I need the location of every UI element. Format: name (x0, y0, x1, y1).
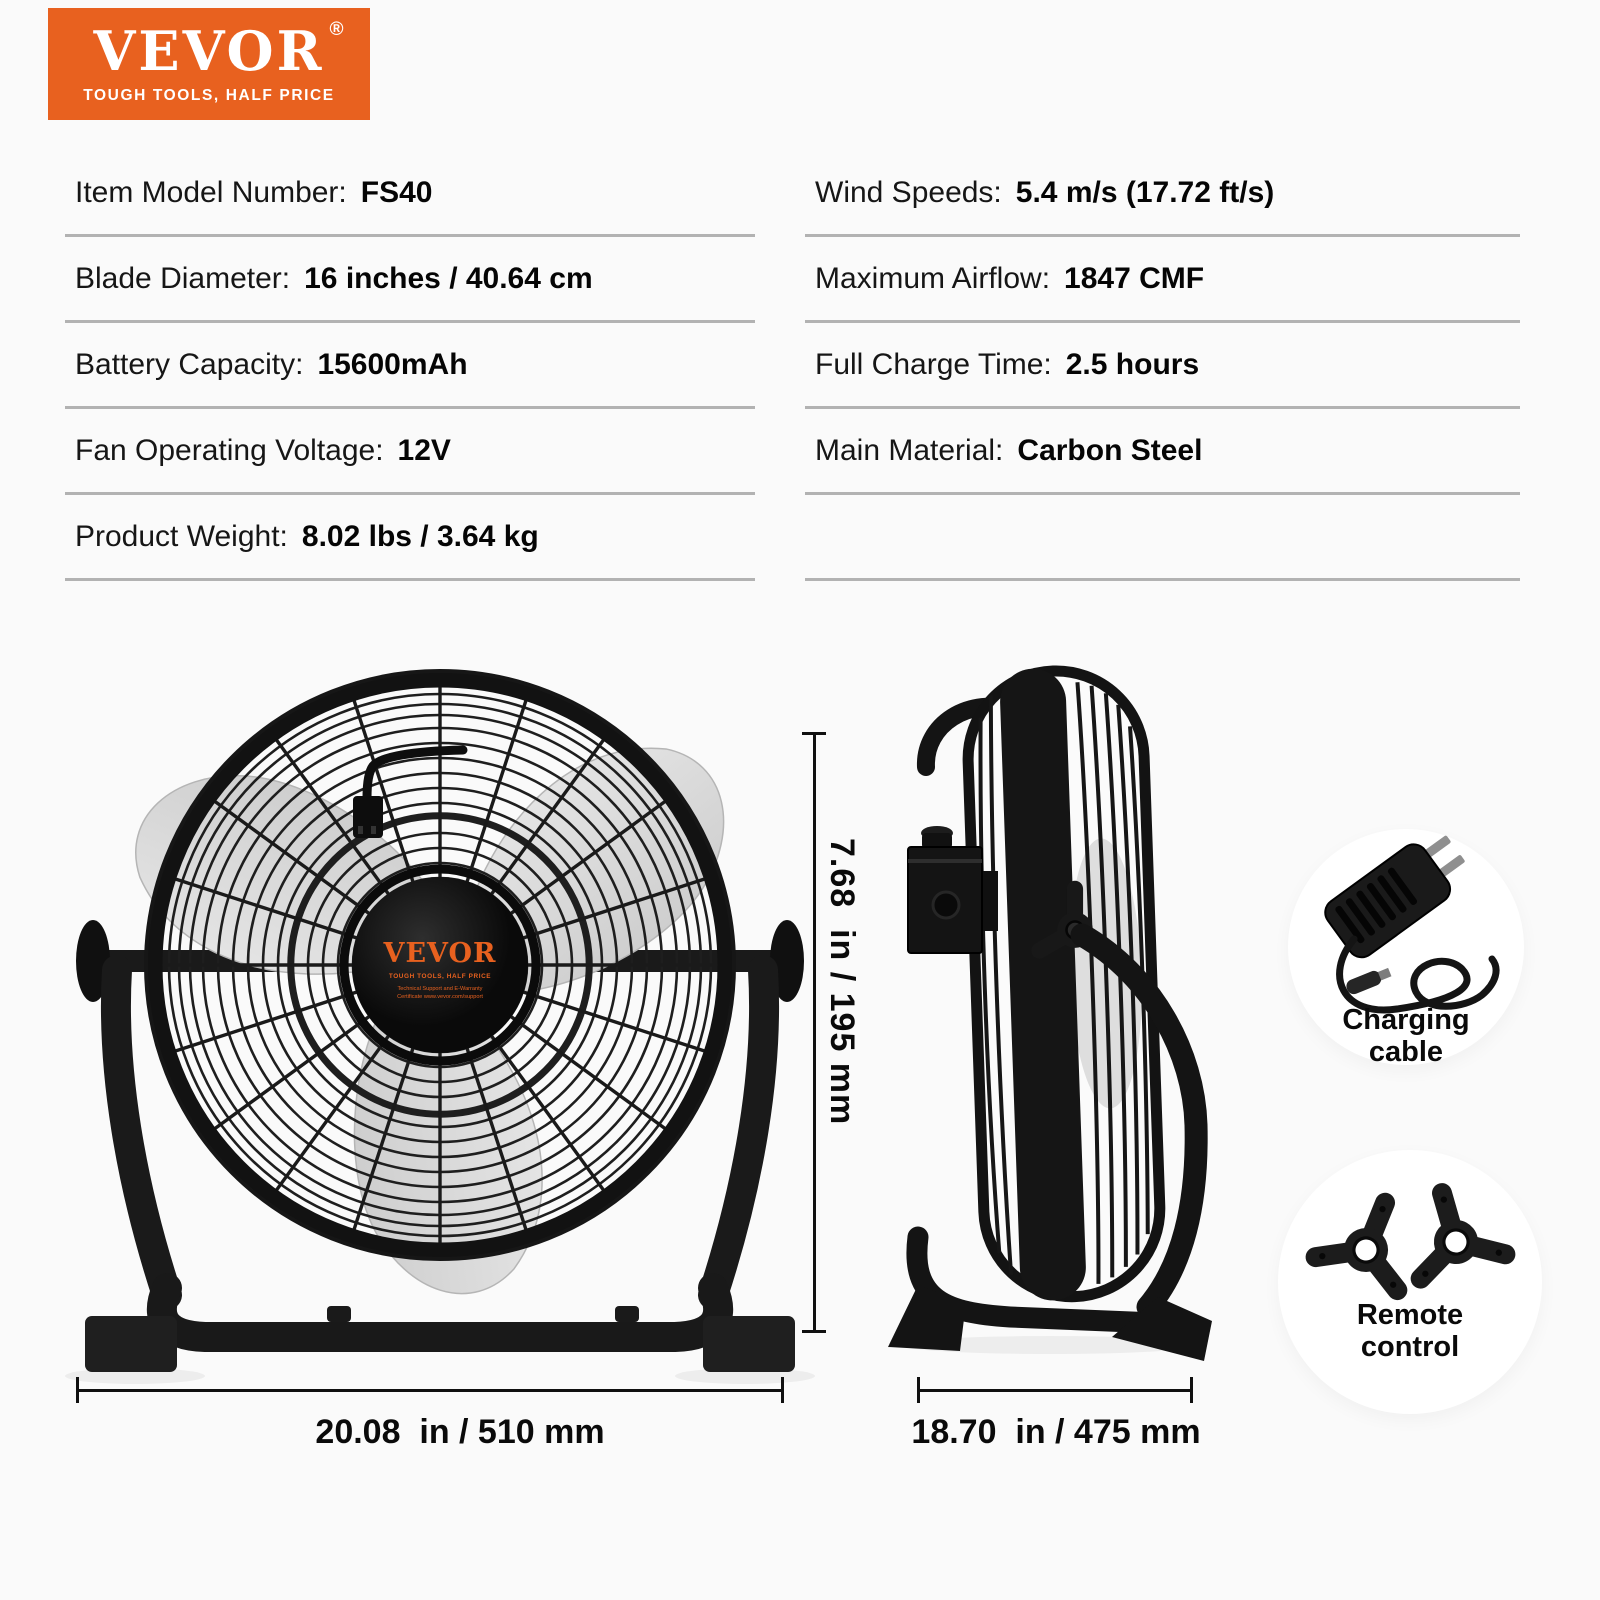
spec-label: Product Weight: (75, 519, 288, 553)
power-adapter (1320, 829, 1477, 963)
spec-value: 1847 CMF (1064, 261, 1205, 295)
spec-value: 12V (397, 433, 451, 467)
spec-row-battery (65, 323, 755, 409)
height-dim-bottom-cap (802, 1330, 826, 1333)
side-view-photo (860, 645, 1230, 1365)
spec-label: Item Model Number: (75, 175, 347, 209)
left-foot (85, 1316, 177, 1372)
spec-row-charge-time (805, 323, 1520, 409)
spec-value: 16 inches / 40.64 cm (304, 261, 593, 295)
floor-fan-front-illustration (55, 640, 825, 1385)
spec-row-wind-speed (805, 151, 1520, 237)
spec-label: Main Material: (815, 433, 1004, 467)
spec-value: 8.02 lbs / 3.64 kg (301, 519, 539, 553)
spec-row-model (65, 151, 755, 237)
spec-label: Battery Capacity: (75, 347, 304, 381)
spec-value: 15600mAh (317, 347, 468, 381)
spec-column-right (805, 151, 1520, 581)
remote-control-label: Remote control (1356, 1299, 1464, 1363)
hub-certificate-text: Certificate www.vevor.com/support (397, 994, 483, 1000)
height-dimension-label: 7.68 in / 195 mm (823, 838, 861, 1126)
spec-label: Blade Diameter: (75, 261, 291, 295)
floor-fan-side-illustration (860, 645, 1230, 1365)
depth-dimension-label: 18.70 in / 475 mm (911, 1413, 1201, 1451)
spec-row-material (805, 409, 1520, 495)
depth-dim-right-cap (1190, 1377, 1193, 1403)
spec-row-blade-diameter (65, 237, 755, 323)
charging-cable-label: Charging cable (1342, 1004, 1470, 1068)
right-foot (703, 1316, 795, 1372)
box-knob (933, 892, 959, 918)
brand-name: VEVOR ® (93, 18, 347, 83)
spec-value: 2.5 hours (1065, 347, 1200, 381)
power-cord (353, 750, 463, 838)
spec-row-weight (65, 495, 755, 581)
depth-dim-left-cap (917, 1377, 920, 1403)
width-dimension-label: 20.08 in / 510 mm (315, 1413, 605, 1451)
hub-brand-text: VEVOR (383, 938, 497, 969)
vevor-logo (48, 8, 370, 120)
spec-label: Fan Operating Voltage: (75, 433, 384, 467)
height-dimension-line (813, 733, 816, 1332)
spec-row-airflow (805, 237, 1520, 323)
front-view-photo (55, 640, 825, 1385)
hub-support-text: Technical Support and E-Warranty (397, 986, 483, 992)
spec-label: Maximum Airflow: (815, 261, 1051, 295)
hub-tagline-text: TOUGH TOOLS, HALF PRICE (388, 973, 492, 980)
spec-label: Full Charge Time: (815, 347, 1052, 381)
spec-label: Wind Speeds: (815, 175, 1002, 209)
dc-connector (1344, 965, 1392, 996)
registered-mark-icon: ® (329, 18, 347, 40)
remote-control-card (1278, 1150, 1542, 1414)
width-dim-right-cap (781, 1377, 784, 1403)
spec-row-voltage (65, 409, 755, 495)
spec-row-empty (805, 495, 1520, 581)
spec-value: Carbon Steel (1017, 433, 1203, 467)
depth-dimension-line (917, 1389, 1193, 1392)
remote-control-illustration (1278, 1150, 1542, 1414)
remote-knob-right (1384, 1168, 1523, 1296)
spec-value: 5.4 m/s (17.72 ft/s) (1015, 175, 1275, 209)
brand-tagline: TOUGH TOOLS, HALF PRICE (83, 86, 335, 104)
front-foot (888, 1285, 966, 1351)
width-dim-left-cap (76, 1377, 79, 1403)
fan-hub (344, 869, 536, 1061)
charging-cable-card (1288, 829, 1524, 1068)
height-dim-top-cap (802, 732, 826, 735)
spec-value: FS40 (360, 175, 433, 209)
spec-column-left (65, 151, 755, 581)
width-dimension-line (76, 1389, 784, 1392)
